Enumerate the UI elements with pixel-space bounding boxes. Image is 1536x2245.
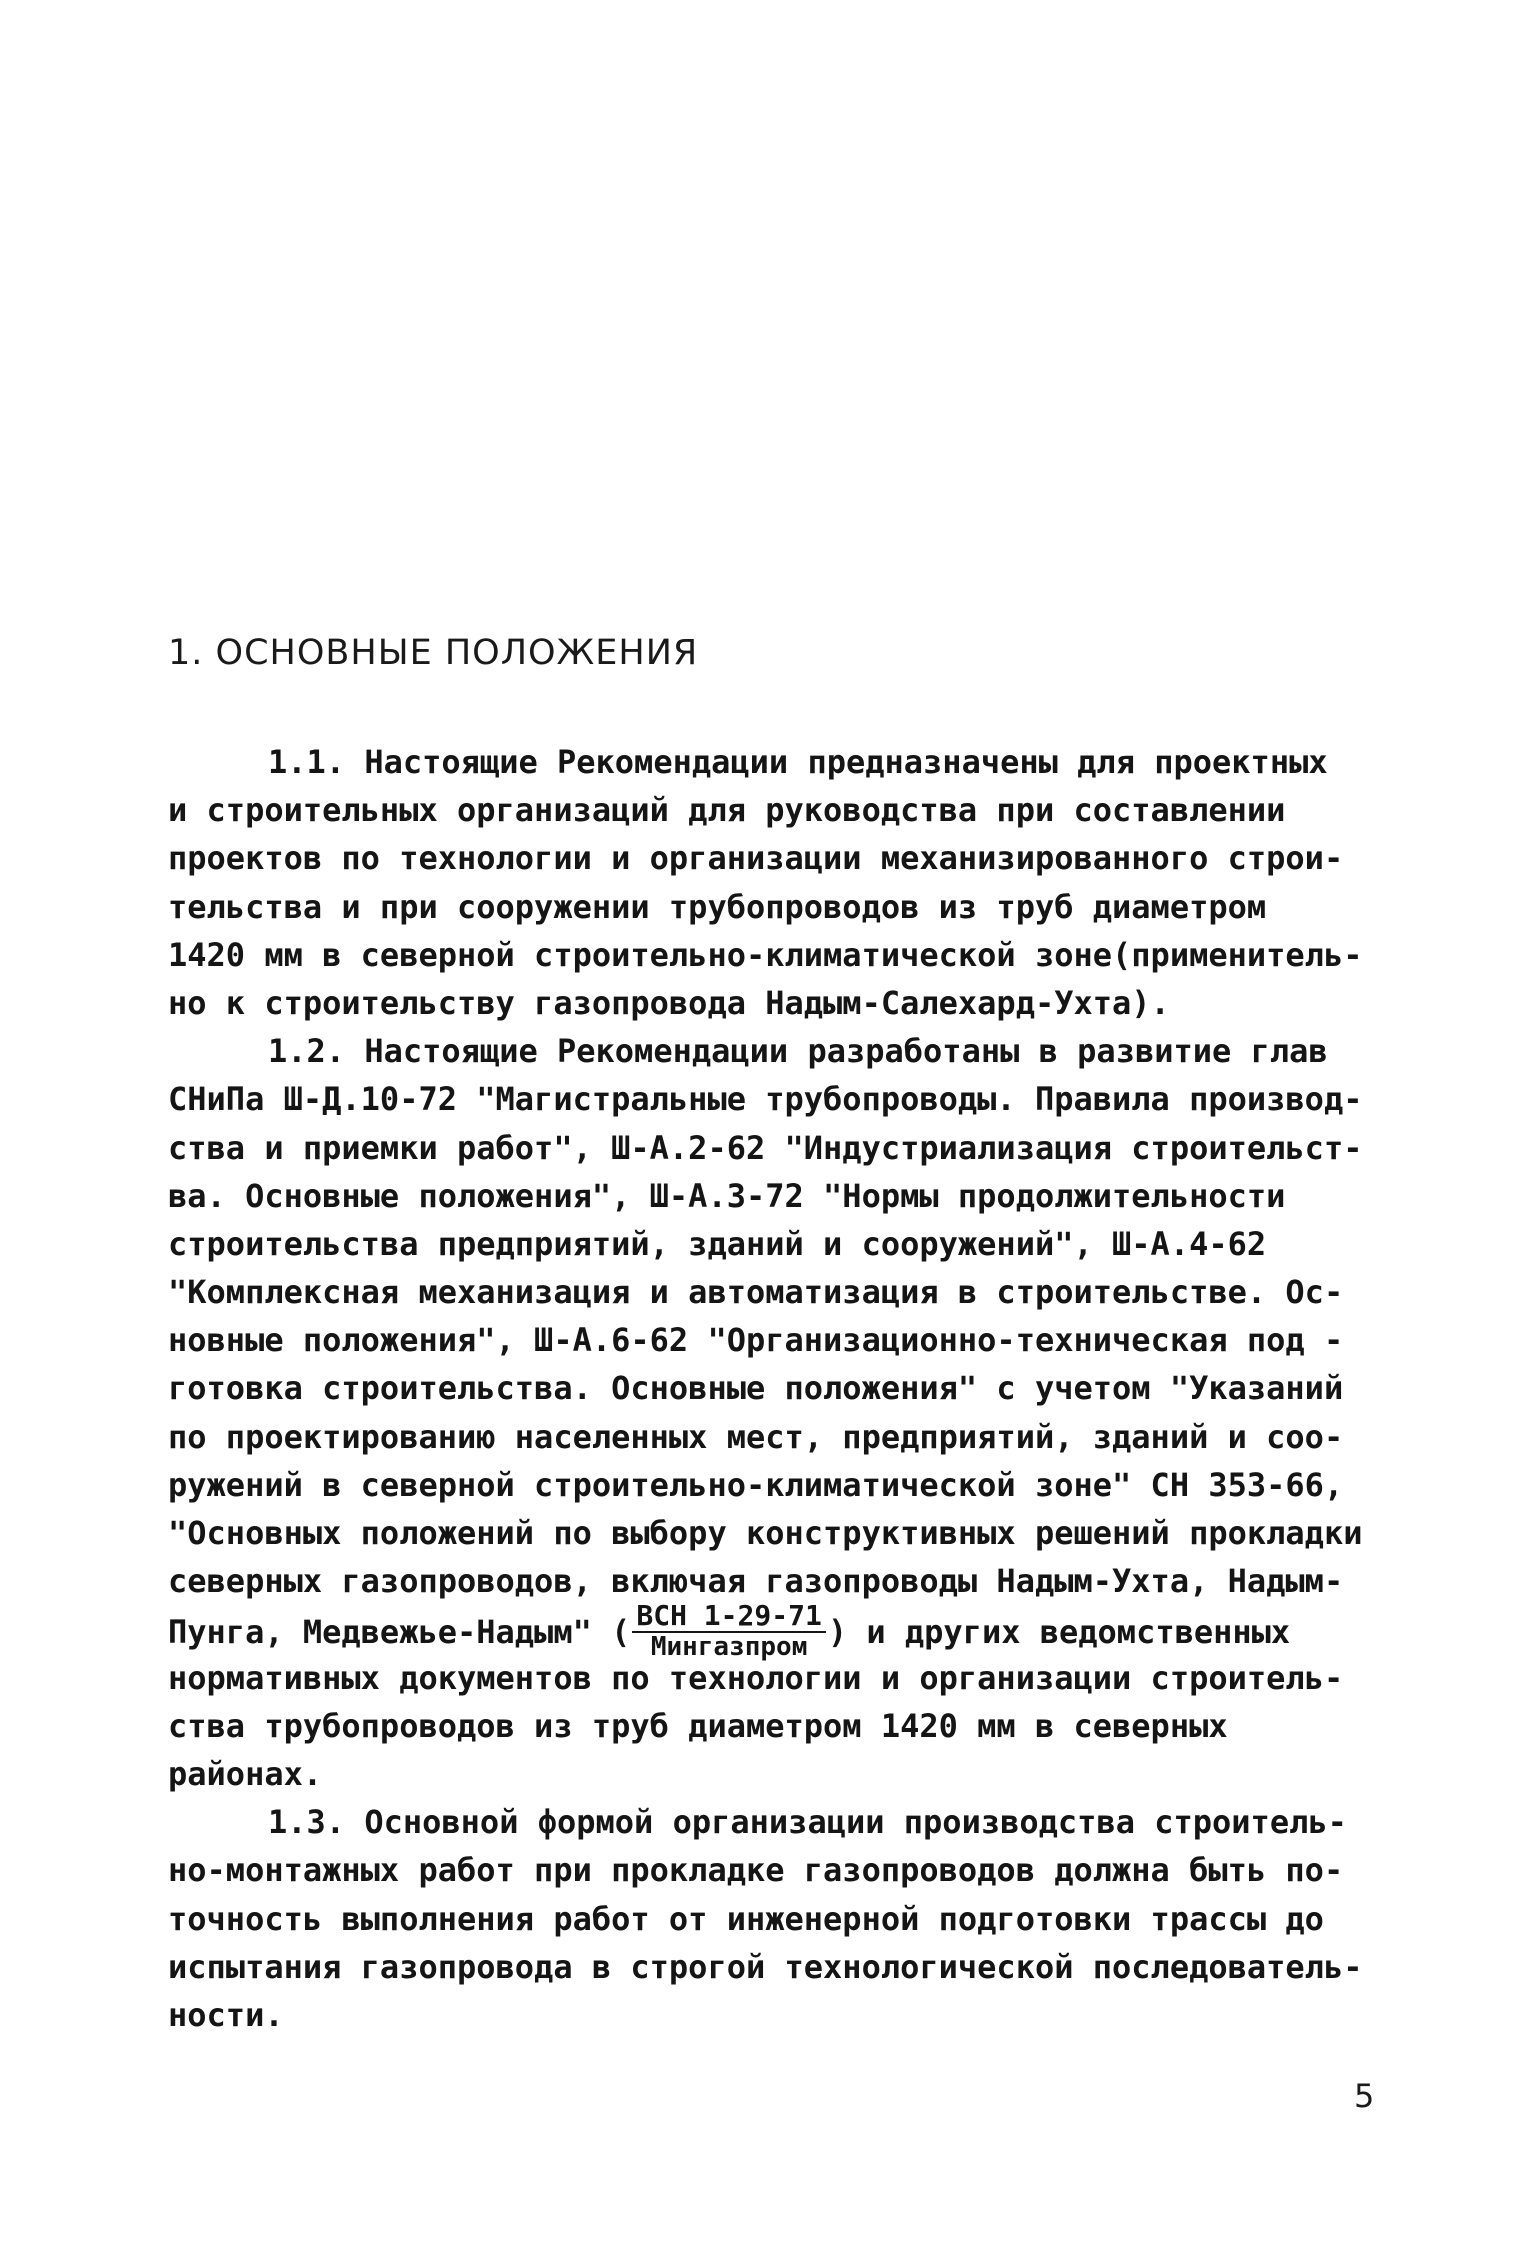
paragraph-1-2-line: по проектированию населенных мест, предприятий, зданий и соо- [168, 1417, 1344, 1456]
paragraph-1-2-line: нормативных документов по технологии и организации строитель- [168, 1658, 1344, 1697]
fraction-numerator: ВСН 1-29-71 [632, 1602, 825, 1633]
fraction-suffix-text: ) и других ведомственных [827, 1613, 1291, 1652]
paragraph-1-2-line: "Комплексная механизация и автоматизация в строительстве. Ос- [168, 1273, 1344, 1312]
fraction-denominator: Мингазпром [650, 1632, 808, 1663]
paragraph-1-2-line: СНиПа Ш-Д.10-72 "Магистральные трубопроводы. Правила производ- [168, 1080, 1363, 1119]
paragraph-1-2-line: ружений в северной строительно-климатической зоне" СН 353-66, [168, 1465, 1344, 1504]
paragraph-1-3-line: испытания газопровода в строгой технологической последователь- [168, 1947, 1363, 1986]
paragraph-1-3-line: ности. [168, 1995, 284, 2034]
paragraph-1-1-line: 1420 мм в северной строительно-климатической зоне(применитель- [168, 935, 1363, 974]
paragraph-1-2-line: ва. Основные положения", Ш-А.3-72 "Нормы продолжительности [168, 1176, 1286, 1215]
paragraph-1-1-line: но к строительству газопровода Надым-Салехард-Ухта). [168, 983, 1170, 1022]
paragraph-1-1-line: тельства и при сооружении трубопроводов из труб диаметром [168, 887, 1267, 926]
paragraph-1-2-line: "Основных положений по выбору конструктивных решений прокладки [168, 1514, 1363, 1552]
paragraph-1-2-line-with-fraction [168, 1599, 1418, 1663]
paragraph-1-1-line: проектов по технологии и организации механизированного строи- [168, 839, 1344, 878]
paragraph-1-3-line: точность выполнения работ от инженерной подготовки трассы до [168, 1899, 1324, 1938]
paragraph-1-2-line: северных газопроводов, включая газопроводы Надым-Ухта, Надым- [168, 1562, 1344, 1601]
paragraph-1-2-line: строительства предприятий, зданий и сооружений", Ш-А.4-62 [168, 1224, 1267, 1263]
paragraph-1-3-line: но-монтажных работ при прокладке газопроводов должна быть по- [168, 1851, 1344, 1890]
body-text [168, 738, 1418, 2039]
page-number: 5 [1354, 2077, 1375, 2115]
paragraph-1-1-line: 1.1. Настоящие Рекомендации предназначены для проектных [268, 743, 1328, 781]
paragraph-1-2-line: 1.2. Настоящие Рекомендации разработаны в развитие глав [268, 1032, 1328, 1071]
paragraph-1-3-line: 1.3. Основной формой организации производства строитель- [268, 1803, 1347, 1842]
paragraph-1-2-line: ства и приемки работ", Ш-А.2-62 "Индустриализация строительст- [168, 1128, 1363, 1167]
paragraph-1-2-line: районах. [168, 1754, 323, 1793]
fraction-prefix-text: Пунга, Медвежье-Надым" ( [168, 1613, 631, 1652]
paragraph-1-1-line: и строительных организаций для руководства при составлении [168, 791, 1286, 830]
paragraph-1-2-line: новные положения", Ш-А.6-62 "Организационно-техническая под - [168, 1321, 1344, 1360]
paragraph-1-2-line: ства трубопроводов из труб диаметром 1420 мм в северных [168, 1706, 1228, 1745]
paragraph-1-2-line: готовка строительства. Основные положения" с учетом "Указаний [168, 1369, 1344, 1408]
regulation-fraction [632, 1599, 825, 1663]
section-heading: 1. ОСНОВНЫЕ ПОЛОЖЕНИЯ [168, 633, 699, 673]
